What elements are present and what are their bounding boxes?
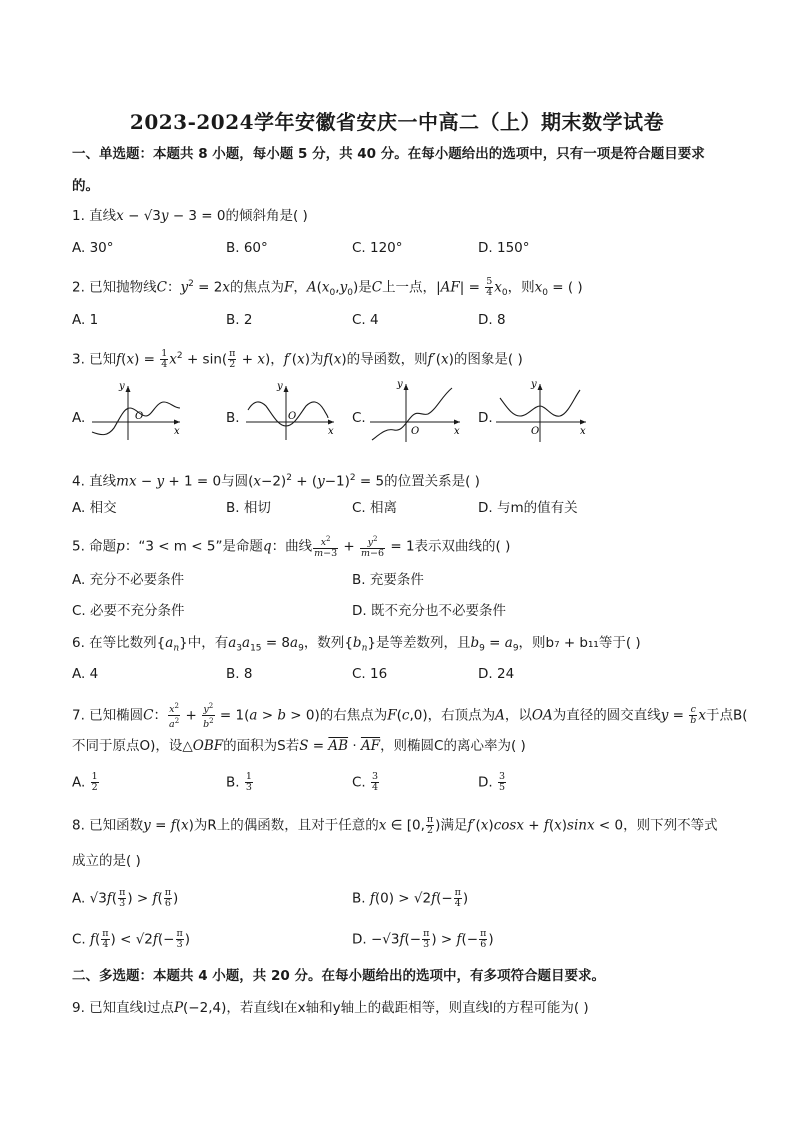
origin-label: O [135,411,144,422]
question-2: 2. 已知抛物线C：$y^2 = 2x$的焦点为F，$A(x_0,y_0)$是C上一点，|AF| = $\frac{5}{4}$ $x_0$，则$x_0$ = ( ) [72,276,583,299]
q7-option-d[interactable]: D. $\frac{3}{5}$ [478,771,506,793]
q5-mid1: ：“3 < m < 5”是命题 [124,538,263,555]
q5-option-d[interactable]: D. 既不充分也不必要条件 [352,603,506,619]
page-title: 2023-2024学年安徽省安庆一中高二（上）期末数学试卷 [129,110,665,134]
axis-y-label: y [397,379,403,390]
q8-option-d-label: D. [352,931,367,948]
q7-line2-c: ，则椭圆C的离心率为( ) [380,738,526,754]
q8-prefix: 8. 已知函数 [72,817,144,834]
q2-mid2: 是 [358,279,372,296]
q6-suffix: ，则b₇ + b₁₁等于( ) [518,635,641,651]
question-5: 5. 命题p：“3 < m < 5”是命题q：曲线 $\frac{x^2}{m-3}$ + $\frac{y^2}{m-6}$ = 1表示双曲线的( ) [72,535,511,560]
q9-mid1: ，若直线l在x轴和y轴上的截距相等，则直线l的方程可能为( ) [226,1000,589,1016]
q8-option-d[interactable]: D. −√3f(− $\frac{\pi}{3}$ ) > f(− $\frac{\pi}{6}$ ) [352,928,494,950]
q6-mid1: 中，有 [187,635,229,651]
q7-line2-b: 的面积为S若 [223,738,300,754]
q1-suffix: 的倾斜角是( ) [225,208,308,224]
q2-option-a[interactable]: A. 1 [72,312,99,328]
q4-option-b[interactable]: B. 相切 [226,500,271,516]
q7-option-b[interactable]: B. $\frac{1}{3}$ [226,771,252,793]
q6-option-c[interactable]: C. 16 [352,666,388,682]
q8-mid1: 为R上的偶函数，且对于任意的 [193,817,379,834]
q7-option-a[interactable]: A. $\frac{1}{2}$ [72,771,98,793]
origin-label: O [411,426,420,437]
q4-suffix: 的位置关系是( ) [384,473,480,490]
q8-suffix: ，则下列不等式 [623,817,718,834]
question-6: 6. 在等比数列$\{a_n\}$中，有$a_3a_{15} = 8a_9$，数列$\{b_n\}$是等差数列，且$b_9 = a_9$，则b₇ + b₁₁等于( ) [72,635,641,654]
q7-suffix: 于点B( [705,707,748,724]
q4-mid1: 与圆 [221,473,249,490]
axis-x-label: x [174,426,180,437]
q7-mid3: ，以 [504,707,532,724]
q8-mid2: 满足 [440,817,468,834]
q3-mid1: 为 [309,351,324,368]
q1-prefix: 1. 直线 [72,208,117,224]
q2-option-b[interactable]: B. 2 [226,312,253,328]
q6-mid3: 是等差数列，且 [375,635,471,651]
q8-option-b[interactable]: B. f(0) > √2f(− $\frac{\pi}{4}$ ) [352,887,469,909]
q7-mid2: ，右顶点为 [427,707,496,724]
q2-mid3: 上一点， [382,279,437,296]
q3-graph-c[interactable] [368,378,468,444]
q3-option-c[interactable]: C. [352,410,366,426]
q2-option-d[interactable]: D. 8 [478,312,506,328]
q4-option-c[interactable]: C. 相离 [352,500,398,516]
q3-mid2: 的导函数，则 [346,351,428,368]
q5-option-a[interactable]: A. 充分不必要条件 [72,572,185,588]
q8-option-a-label: A. [72,890,86,907]
q5-option-c[interactable]: C. 必要不充分条件 [72,603,185,619]
q3-graph-a[interactable] [88,380,188,442]
section-1-heading-cont: 的。 [72,178,99,194]
question-4: 4. 直线mx − y + 1 = 0与圆$(x-2)^2 + (y-1)^2 = 5$的位置关系是( ) [72,473,480,490]
question-7: 7. 已知椭圆C： $\frac{x^2}{a^2}$ + $\frac{y^2}{b^2}$ = 1(a > b > 0)的右焦点为F(c,0)，右顶点为A，以OA为直径的圆交直线y = $\frac{c}{b}$ x于点B( [72,702,748,731]
q7-mid1: 的右焦点为 [319,707,388,724]
q1-option-d[interactable]: D. 150° [478,240,530,256]
question-7-line-2: 不同于原点O)，设△OBF的面积为S若$S = \overline{AB} \cdot \overline{AF}$，则椭圆C的离心率为( ) [72,738,526,754]
q7-option-c[interactable]: C. $\frac{3}{4}$ [352,771,379,793]
q8-option-c[interactable]: C. f( $\frac{\pi}{4}$ ) < √2f(− $\frac{\pi}{3}$ ) [72,928,191,950]
q2-prefix: 2. 已知抛物线 [72,279,157,296]
q3-graph-b[interactable] [242,380,342,442]
axis-x-label: x [328,426,334,437]
q2-suffix: ( ) [567,279,583,296]
section-1-heading: 一、单选题：本题共 8 小题，每小题 5 分，共 40 分。在每小题给出的选项中，只有一项是符合题目要求 [72,146,705,162]
axis-y-label: y [277,381,283,392]
question-3: 3. 已知f(x) = $\frac{1}{4}$ $x^2 + \sin$( $\frac{\pi}{2}$ + x)，f′(x)为f(x)的导函数，则f′(x)的图象是( ) [72,348,523,370]
q6-prefix: 6. 在等比数列 [72,635,157,651]
q7-prefix: 7. 已知椭圆 [72,707,144,724]
q3-option-a[interactable]: A. [72,410,86,426]
q6-option-a[interactable]: A. 4 [72,666,99,682]
q6-option-d[interactable]: D. 24 [478,666,515,682]
q4-option-d[interactable]: D. 与m的值有关 [478,500,578,516]
q1-option-c[interactable]: C. 120° [352,240,403,256]
q3-suffix: 的图象是( ) [453,351,523,368]
axis-x-label: x [580,426,586,437]
q1-option-a[interactable]: A. 30° [72,240,114,256]
axis-y-label: y [119,381,125,392]
q2-option-c[interactable]: C. 4 [352,312,379,328]
question-8-line-2: 成立的是( ) [72,853,141,869]
q7-option-a-label: A. [72,774,86,791]
q5-mid2: ：曲线 [271,538,313,555]
q5-suffix: 表示双曲线的( ) [414,538,511,555]
q4-option-a[interactable]: A. 相交 [72,500,117,516]
question-1: 1. 直线x − √3y − 3 = 0的倾斜角是( ) [72,208,308,224]
q5-prefix: 5. 命题 [72,538,117,555]
q1-option-b[interactable]: B. 60° [226,240,268,256]
q3-prefix: 3. 已知 [72,351,117,368]
question-8: 8. 已知函数y = f(x)为R上的偶函数，且对于任意的x ∈ [0, $\frac{\pi}{2}$ )满足f′(x)cosx + f(x)sinx < 0，则下列不等式 [72,814,718,836]
section-2-heading: 二、多选题：本题共 4 小题，共 20 分。在每小题给出的选项中，有多项符合题目要求。 [72,968,605,984]
q7-option-d-label: D. [478,774,493,791]
q8-option-b-label: B. [352,890,366,907]
origin-label: O [288,411,297,422]
axis-y-label: y [531,379,537,390]
origin-label: O [531,426,540,437]
q7-option-c-label: C. [352,774,366,791]
q8-option-a[interactable]: A. √3f( $\frac{\pi}{3}$ ) > f( $\frac{\pi}{6}$ ) [72,887,179,909]
q7-line2-a: 不同于原点O)，设 [72,738,183,754]
q8-option-c-label: C. [72,931,86,948]
q7-option-b-label: B. [226,774,240,791]
q6-mid2: ，数列 [303,635,345,651]
q7-mid4: 为直径的圆交直线 [552,707,661,724]
q4-prefix: 4. 直线 [72,473,117,490]
axis-x-label: x [454,426,460,437]
q2-mid4: ，则 [507,279,535,296]
q2-mid1: 的焦点为 [230,279,284,296]
q3-graph-d[interactable] [494,378,594,444]
question-9: 9. 已知直线l过点P(−2,4)，若直线l在x轴和y轴上的截距相等，则直线l的方程可能为( ) [72,1000,589,1016]
q9-prefix: 9. 已知直线l过点 [72,1000,174,1016]
q3-option-d[interactable]: D. [478,410,493,426]
q3-option-b[interactable]: B. [226,410,240,426]
q5-option-b[interactable]: B. 充要条件 [352,572,424,588]
q6-option-b[interactable]: B. 8 [226,666,253,682]
